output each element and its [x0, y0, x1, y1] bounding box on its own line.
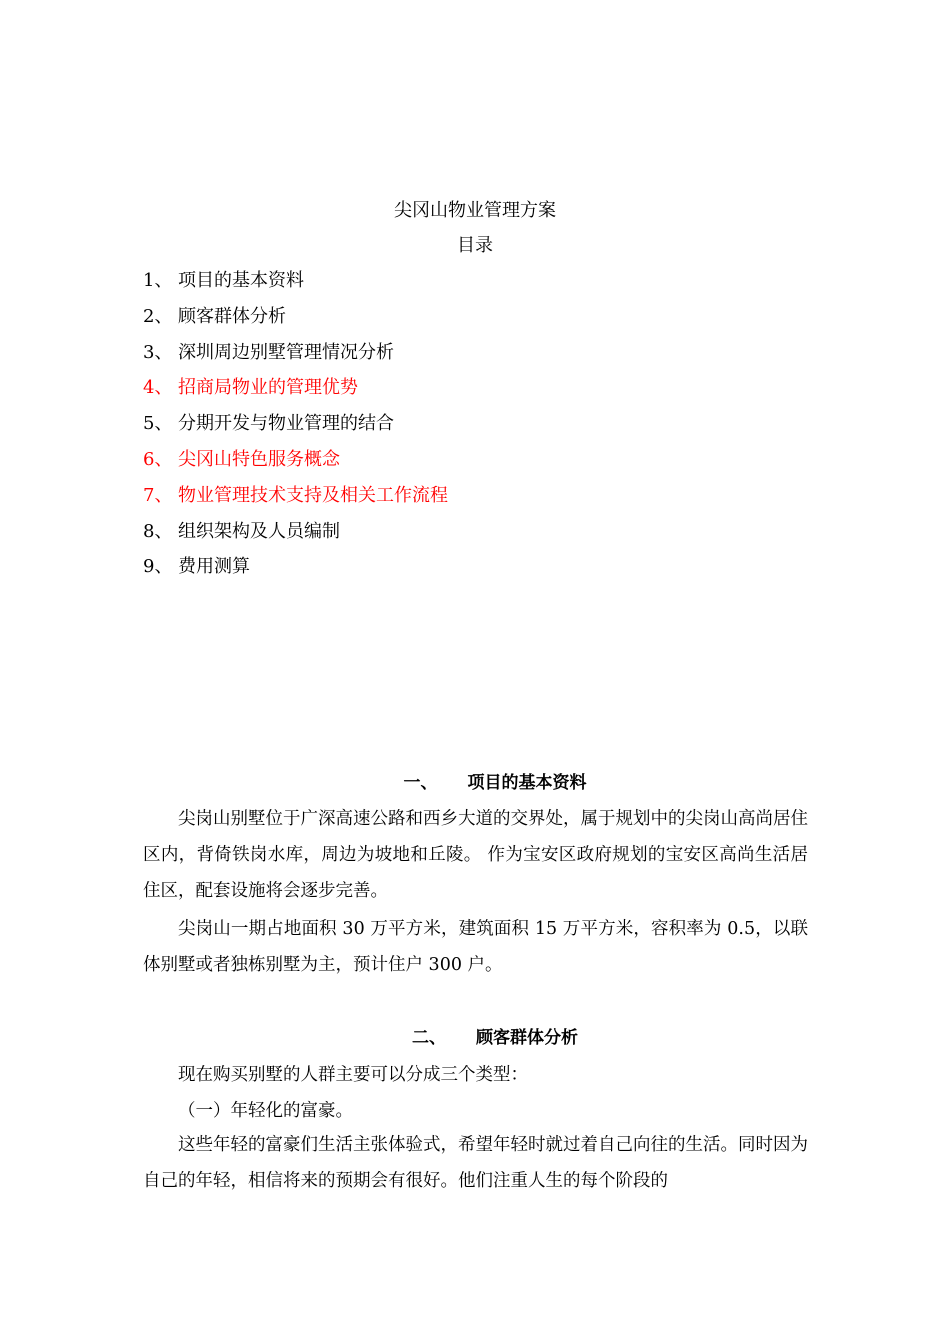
section-title: 顾客群体分析	[476, 1028, 578, 1048]
section-heading	[0, 771, 950, 795]
toc-item-label: 招商局物业的管理优势	[178, 377, 358, 399]
section-title: 项目的基本资料	[467, 773, 587, 793]
body-paragraph: 现在购买别墅的人群主要可以分成三个类型：	[178, 1065, 528, 1085]
section-number: 二、	[412, 1028, 446, 1048]
toc-item-label: 费用测算	[178, 556, 250, 578]
toc-item-label: 项目的基本资料	[178, 270, 304, 291]
toc-item: 2、 顾客群体分析	[143, 305, 286, 327]
body-paragraph: 这些年轻的富豪们生活主张体验式，希望年轻时就过着自己向往的生活。同时因为自己的年轻，相信将来的预期会有很好。他们注重人生的每个阶段的	[143, 1135, 808, 1191]
toc-item: 9、 费用测算	[143, 556, 250, 578]
toc-item-highlighted: 4、 招商局物业的管理优势	[143, 377, 358, 399]
body-paragraph: 尖岗山别墅位于广深高速公路和西乡大道的交界处，属于规划中的尖岗山高尚居住区内，背倚铁岗水库，周边为坡地和丘陵。 作为宝安区政府规划的宝安区高尚生活居住区，配套设施将会逐步完善。	[143, 809, 808, 901]
toc-item: 8、 组织架构及人员编制	[143, 520, 340, 542]
toc-item: 1、 项目的基本资料	[143, 270, 304, 291]
toc-item-label: 尖冈山特色服务概念	[178, 448, 340, 470]
section-number: 一、	[403, 773, 438, 793]
toc-item-label: 顾客群体分析	[178, 305, 286, 327]
toc-item-label: 深圳周边别墅管理情况分析	[178, 341, 394, 363]
toc-item-highlighted: 7、 物业管理技术支持及相关工作流程	[143, 484, 448, 506]
toc-item: 3、 深圳周边别墅管理情况分析	[143, 341, 394, 363]
toc-item-label: 分期开发与物业管理的结合	[178, 413, 394, 435]
body-paragraph: 尖岗山一期占地面积 30 万平方米，建筑面积 15 万平方米，容积率为 0.5，以联体别墅或者独栋别墅为主，预计住户 300 户。	[143, 919, 808, 975]
toc-item-label: 物业管理技术支持及相关工作流程	[178, 484, 448, 506]
toc-heading: 目录	[457, 235, 493, 256]
section-heading	[0, 1026, 950, 1050]
toc-item: 5、 分期开发与物业管理的结合	[143, 413, 394, 435]
toc-item-highlighted: 6、 尖冈山特色服务概念	[143, 448, 340, 470]
document-title: 尖冈山物业管理方案	[394, 200, 556, 221]
body-paragraph: （一）年轻化的富豪。	[178, 1101, 353, 1121]
toc-item-label: 组织架构及人员编制	[178, 520, 340, 542]
table-of-contents	[143, 269, 803, 591]
